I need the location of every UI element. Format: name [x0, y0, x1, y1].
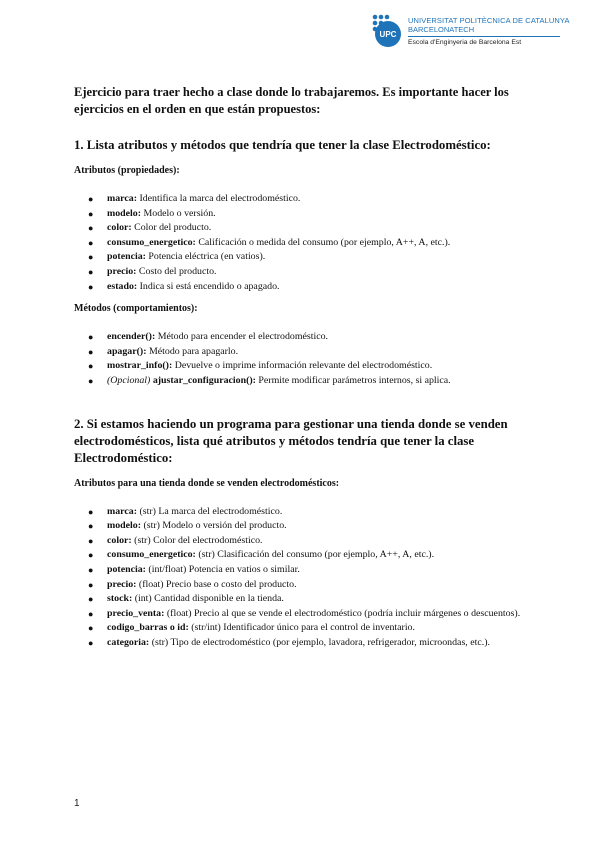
item-term: color: [107, 534, 132, 546]
item-description: (float) Precio base o costo del producto. [138, 578, 297, 590]
upc-logo [371, 14, 570, 50]
bullet-icon: ● [88, 623, 94, 634]
item-term: categoria: [107, 636, 150, 648]
bullet-icon: ● [88, 506, 94, 517]
item-term: precio_venta: [107, 607, 165, 619]
item-description: Modelo o versión. [143, 207, 216, 219]
item-term: mostrar_info(): [107, 360, 173, 372]
list-item [74, 534, 524, 549]
bullet-icon: ● [88, 550, 94, 561]
bullet-icon: ● [88, 564, 94, 575]
list-item [74, 519, 524, 534]
item-description: Indica si está encendido o apagado. [139, 280, 280, 292]
bullet-icon: ● [88, 521, 94, 532]
document-body [74, 84, 524, 650]
item-description: Potencia eléctrica (en vatios). [148, 251, 266, 263]
item-term: ajustar_configuracion(): [152, 374, 256, 386]
item-description: Permite modificar parámetros internos, si aplica. [258, 374, 451, 386]
list-item [74, 592, 524, 607]
item-description: (float) Precio al que se vende el electrodoméstico (podría incluir márgenes o descuentos). [166, 607, 521, 619]
item-description: (int/float) Potencia en vatios o similar. [148, 563, 300, 575]
bullet-icon: ● [88, 535, 94, 546]
item-term: estado: [107, 280, 138, 292]
logo-divider [408, 36, 560, 37]
list-item [74, 330, 524, 345]
item-term: stock: [107, 593, 133, 605]
item-term: precio: [107, 578, 137, 590]
list-item [74, 236, 524, 251]
section-1-attributes-title: Atributos (propiedades): [74, 165, 180, 176]
section-1-methods-title: Métodos (comportamientos): [74, 303, 198, 315]
item-description: (str/int) Identificador único para el control de inventario. [191, 622, 415, 634]
list-item [74, 548, 524, 563]
item-description: (str) Color del electrodoméstico. [134, 534, 263, 546]
logo-university-name: UNIVERSITAT POLITÈCNICA DE CATALUNYA [408, 16, 570, 25]
item-description: Identifica la marca del electrodoméstico. [139, 193, 301, 204]
section-1-attributes-list [74, 192, 524, 294]
item-term: marca: [107, 193, 137, 204]
bullet-icon: ● [88, 579, 94, 590]
bullet-icon: ● [88, 208, 94, 219]
item-description: (int) Cantidad disponible en la tienda. [134, 593, 284, 605]
bullet-icon: ● [88, 281, 94, 292]
item-description: Método para apagarlo. [148, 345, 239, 357]
item-term: consumo_energetico: [107, 549, 196, 561]
bullet-icon: ● [88, 594, 94, 605]
list-item [74, 207, 524, 222]
item-term: encender(): [107, 331, 156, 343]
logo-abbrev: UPC [379, 30, 397, 39]
list-item [74, 265, 524, 280]
item-description: Devuelve o imprime información relevante del electrodoméstico. [174, 360, 433, 372]
list-item [74, 563, 524, 578]
list-item [74, 578, 524, 593]
list-item [74, 280, 524, 295]
item-term: precio: [107, 265, 137, 277]
bullet-icon: ● [88, 608, 94, 619]
item-term: potencia: [107, 251, 146, 263]
list-item [74, 636, 524, 651]
section-1-title: 1. Lista atributos y métodos que tendría que tener la clase Electrodoméstico: [74, 138, 491, 152]
page-number: 1 [74, 798, 80, 809]
section-2-attributes-title: Atributos para una tienda donde se venden electrodomésticos: [74, 477, 340, 489]
bullet-icon: ● [88, 237, 94, 248]
item-description: Calificación o medida del consumo (por ejemplo, A++, A, etc.). [198, 236, 451, 248]
item-term: codigo_barras o id: [107, 622, 189, 634]
section-2-attributes-list [74, 505, 524, 651]
item-prefix: (Opcional) [107, 374, 151, 386]
section-1-methods-list [74, 330, 524, 388]
list-item [74, 374, 524, 389]
item-term: potencia: [107, 563, 146, 575]
item-term: color: [107, 222, 132, 234]
upc-logo-icon [371, 14, 403, 48]
logo-barcelonatech: BARCELONATECH [408, 25, 475, 34]
section-2-title: 2. Si estamos haciendo un programa para gestionar una tienda donde se venden electrodomésticos, lista qué atributos y métodos tendría que tener la clase Electrodoméstico: [74, 416, 508, 465]
bullet-icon: ● [88, 332, 94, 343]
list-item [74, 221, 524, 236]
bullet-icon: ● [88, 194, 94, 204]
bullet-icon: ● [88, 346, 94, 357]
item-description: Costo del producto. [138, 265, 217, 277]
list-item [74, 607, 524, 622]
bullet-icon: ● [88, 266, 94, 277]
item-description: (str) Modelo o versión del producto. [143, 520, 287, 532]
list-item [74, 505, 524, 520]
list-item [74, 192, 524, 207]
item-term: consumo_energetico: [107, 236, 196, 248]
item-description: (str) Clasificación del consumo (por ejemplo, A++, A, etc.). [198, 549, 435, 561]
logo-school-name: Escola d'Enginyeria de Barcelona Est [408, 39, 522, 46]
list-item [74, 250, 524, 265]
bullet-icon: ● [88, 223, 94, 234]
bullet-icon: ● [88, 637, 94, 648]
item-term: apagar(): [107, 345, 147, 357]
item-term: modelo: [107, 207, 142, 219]
list-item [74, 621, 524, 636]
bullet-icon: ● [88, 252, 94, 263]
item-description: Color del producto. [134, 222, 212, 234]
bullet-icon: ● [88, 361, 94, 372]
bullet-icon: ● [88, 375, 94, 386]
list-item [74, 345, 524, 360]
item-description: Método para encender el electrodoméstico. [157, 331, 329, 343]
item-description: (str) La marca del electrodoméstico. [139, 505, 283, 517]
list-item [74, 359, 524, 374]
item-term: modelo: [107, 520, 142, 532]
item-description: (str) Tipo de electrodoméstico (por ejemplo, lavadora, refrigerador, microondas, etc.). [151, 636, 490, 648]
item-term: marca: [107, 505, 137, 517]
intro-paragraph: Ejercicio para traer hecho a clase donde lo trabajaremos. Es importante hacer los ejercicios en el orden en que están propuestos: [74, 85, 509, 116]
logo-text [408, 16, 570, 47]
